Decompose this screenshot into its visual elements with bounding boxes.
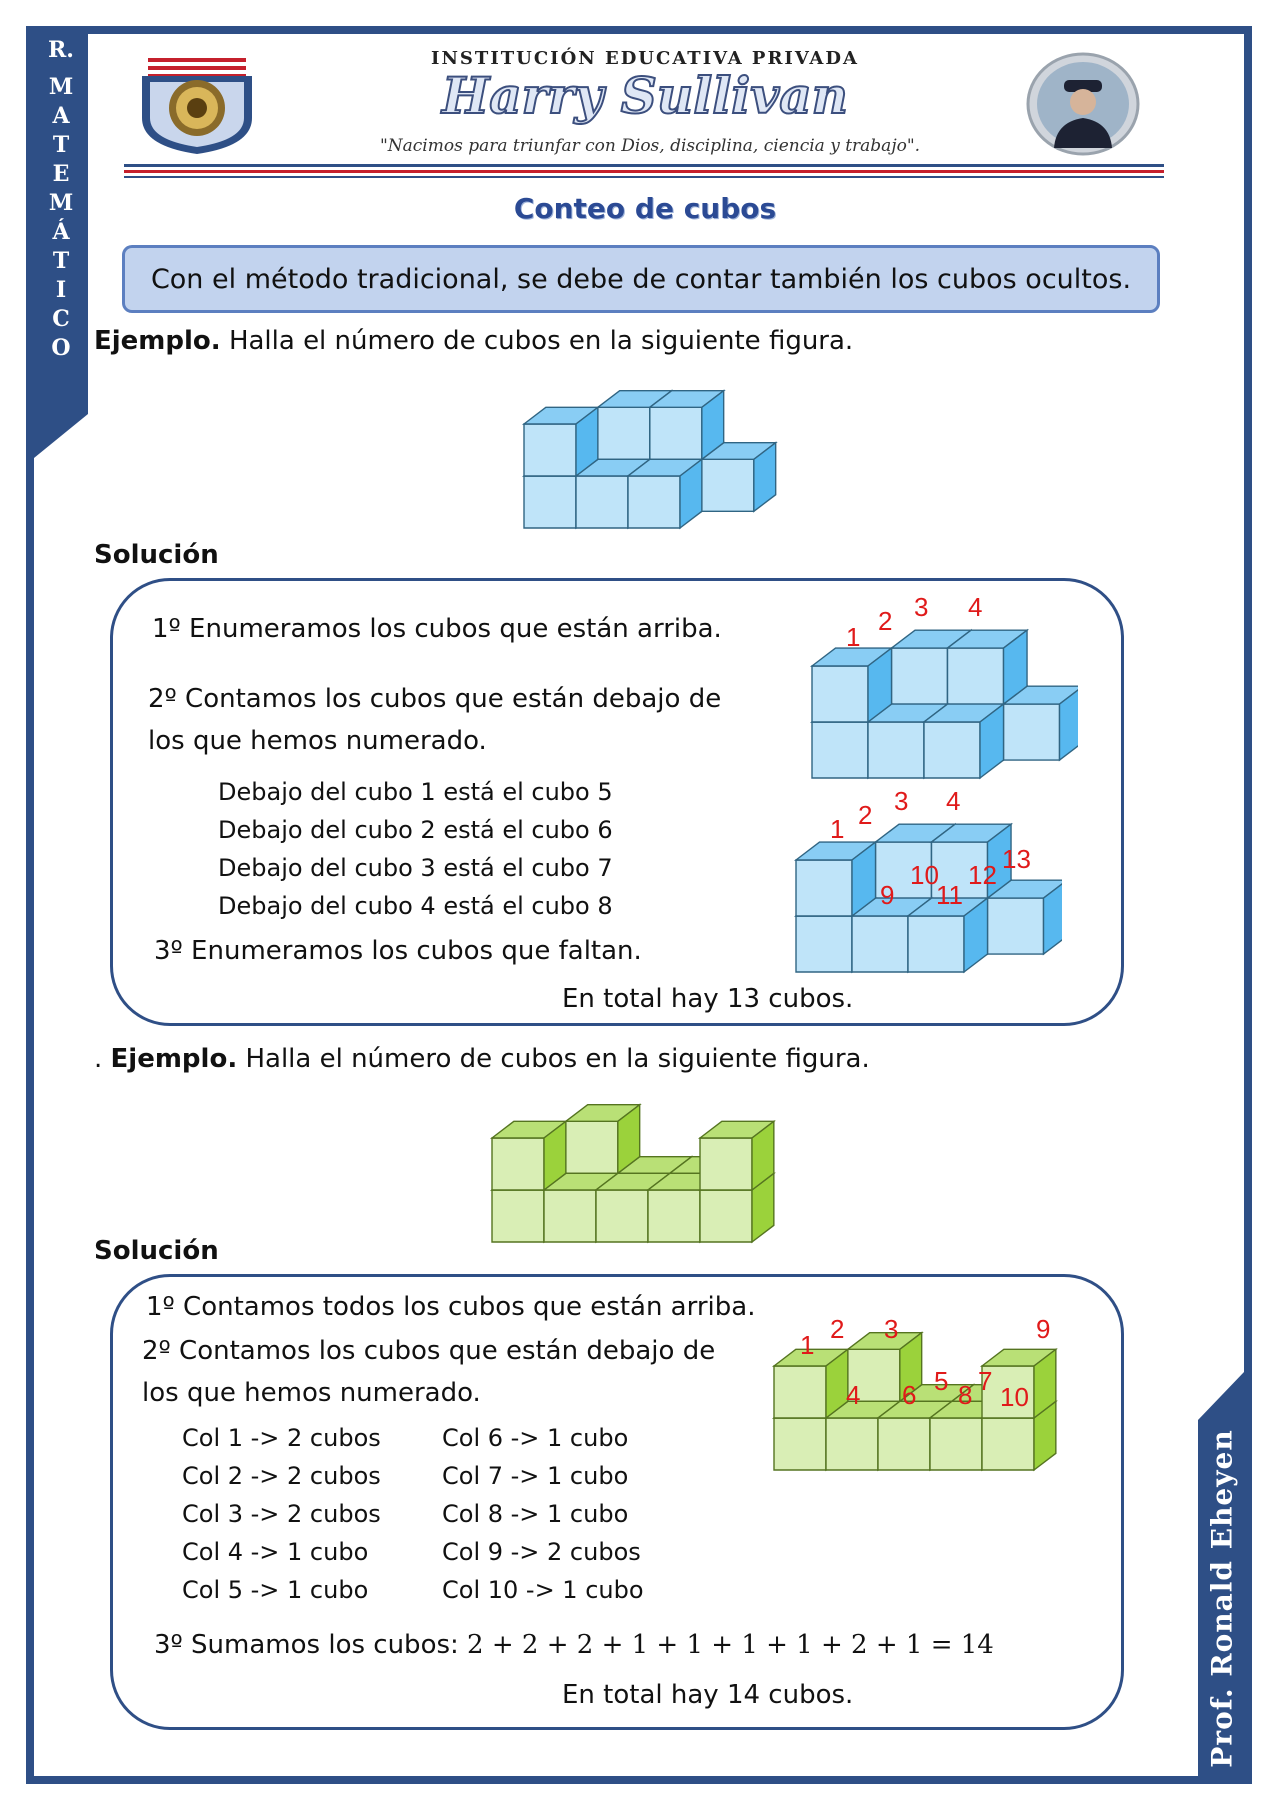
example2-step3 bbox=[154, 1630, 994, 1660]
cube-number: 2 bbox=[858, 800, 873, 830]
school-crest-logo bbox=[138, 52, 256, 158]
example1-label: Ejemplo. bbox=[94, 326, 221, 356]
example1-solution-label: Solución bbox=[94, 540, 219, 570]
cube-number: 2 bbox=[830, 1314, 845, 1344]
example1-heading bbox=[94, 326, 853, 356]
column-count: Col 8 -> 1 cubo bbox=[442, 1500, 629, 1528]
column-count: Col 5 -> 1 cubo bbox=[182, 1576, 369, 1604]
example2-heading bbox=[94, 1044, 870, 1074]
column-count: Col 9 -> 2 cubos bbox=[442, 1538, 641, 1566]
method-note: Con el método tradicional, se debe de contar también los cubos ocultos. bbox=[122, 245, 1160, 313]
example1-prompt: Halla el número de cubos en la siguiente figura. bbox=[228, 326, 854, 356]
example1-detail: Debajo del cubo 1 está el cubo 5 bbox=[218, 778, 613, 806]
cube-number: 10 bbox=[1000, 1382, 1029, 1412]
cube-number: 3 bbox=[914, 592, 929, 622]
example1-detail: Debajo del cubo 2 está el cubo 6 bbox=[218, 816, 613, 844]
cube-number: 3 bbox=[894, 786, 909, 816]
cube-number: 2 bbox=[878, 606, 893, 636]
cube-number: 4 bbox=[846, 1380, 861, 1410]
school-name: Harry Sullivan bbox=[441, 66, 849, 125]
example1-step3: 3º Enumeramos los cubos que faltan. bbox=[154, 936, 642, 966]
column-count: Col 6 -> 1 cubo bbox=[442, 1424, 629, 1452]
example2-figure bbox=[488, 1090, 804, 1248]
page-title: Conteo de cubos bbox=[513, 192, 777, 225]
example1-detail: Debajo del cubo 4 está el cubo 8 bbox=[218, 892, 613, 920]
cube-number: 6 bbox=[902, 1380, 917, 1410]
column-count: Col 2 -> 2 cubos bbox=[182, 1462, 381, 1490]
example1-total: En total hay 13 cubos. bbox=[562, 984, 854, 1014]
cube-number: 11 bbox=[936, 880, 963, 910]
cube bbox=[524, 407, 598, 476]
column-count: Col 3 -> 2 cubos bbox=[182, 1500, 381, 1528]
example2-prompt: Halla el número de cubos en la siguiente figura. bbox=[245, 1044, 870, 1074]
example2-step1: 1º Contamos todos los cubos que están arriba. bbox=[146, 1292, 756, 1322]
example1-step1: 1º Enumeramos los cubos que están arriba. bbox=[152, 614, 722, 644]
namesake-portrait-image bbox=[1024, 52, 1142, 156]
header-rule-blue bbox=[124, 164, 1164, 167]
side-label: R. M A T E M Á T I C O bbox=[48, 37, 74, 361]
cube-number: 7 bbox=[978, 1366, 993, 1396]
example2-step2-line1: 2º Contamos los cubos que están debajo de bbox=[142, 1336, 716, 1366]
school-motto: "Nacimos para triunfar con Dios, disciplina, ciencia y trabajo". bbox=[379, 136, 921, 156]
example2-solution-label: Solución bbox=[94, 1236, 219, 1266]
example1-step2-line2: los que hemos numerado. bbox=[148, 726, 487, 756]
cube-number: 8 bbox=[958, 1380, 973, 1410]
cube-number: 10 bbox=[910, 860, 939, 890]
side-band-left-tip bbox=[34, 414, 88, 458]
example1-step2-line1: 2º Contamos los cubos que están debajo de bbox=[148, 684, 722, 714]
example1-detail: Debajo del cubo 3 está el cubo 7 bbox=[218, 854, 613, 882]
cube bbox=[988, 880, 1062, 954]
example2-step2-line2: los que hemos numerado. bbox=[142, 1378, 481, 1408]
column-count: Col 4 -> 1 cubo bbox=[182, 1538, 369, 1566]
cube-number: 9 bbox=[880, 880, 895, 910]
school-type: INSTITUCIÓN EDUCATIVA PRIVADA bbox=[431, 48, 859, 69]
side-band-right-tip bbox=[1198, 1372, 1244, 1420]
column-count: Col 10 -> 1 cubo bbox=[442, 1576, 644, 1604]
cube bbox=[702, 443, 776, 512]
cube-number: 1 bbox=[846, 622, 861, 652]
column-count: Col 7 -> 1 cubo bbox=[442, 1462, 629, 1490]
cube bbox=[796, 842, 876, 916]
cube-number: 4 bbox=[946, 786, 961, 816]
cube bbox=[700, 1121, 774, 1190]
cube bbox=[628, 459, 702, 528]
cube bbox=[924, 704, 1004, 778]
cube bbox=[650, 391, 724, 460]
cube bbox=[948, 630, 1028, 704]
cube-number: 4 bbox=[968, 592, 983, 622]
example2-total: En total hay 14 cubos. bbox=[562, 1680, 854, 1710]
example2-sum: 2 + 2 + 2 + 1 + 1 + 1 + 1 + 2 + 1 = 14 bbox=[467, 1630, 994, 1660]
cube bbox=[566, 1105, 640, 1174]
cube-number: 5 bbox=[934, 1366, 949, 1396]
cube bbox=[1004, 686, 1078, 760]
header-rule-blue-2 bbox=[124, 176, 1164, 178]
column-count: Col 1 -> 2 cubos bbox=[182, 1424, 381, 1452]
cube-number: 13 bbox=[1002, 844, 1031, 874]
example2-figure-numbered bbox=[770, 1326, 1090, 1476]
header-rule-red bbox=[124, 170, 1164, 173]
cube-number: 3 bbox=[884, 1314, 899, 1344]
example1-figure bbox=[520, 374, 780, 534]
cube-number: 1 bbox=[800, 1330, 815, 1360]
example2-label: Ejemplo. bbox=[110, 1044, 238, 1074]
cube bbox=[812, 648, 892, 722]
cube bbox=[492, 1121, 566, 1190]
cube-number: 9 bbox=[1036, 1314, 1051, 1344]
example2-step3-label: 3º Sumamos los cubos: bbox=[154, 1630, 459, 1660]
example2-prefix: . bbox=[94, 1044, 103, 1074]
cube-number: 12 bbox=[968, 860, 997, 890]
author-label: Prof. Ronald Eheyen bbox=[1205, 1428, 1239, 1768]
cube-number: 1 bbox=[830, 814, 845, 844]
